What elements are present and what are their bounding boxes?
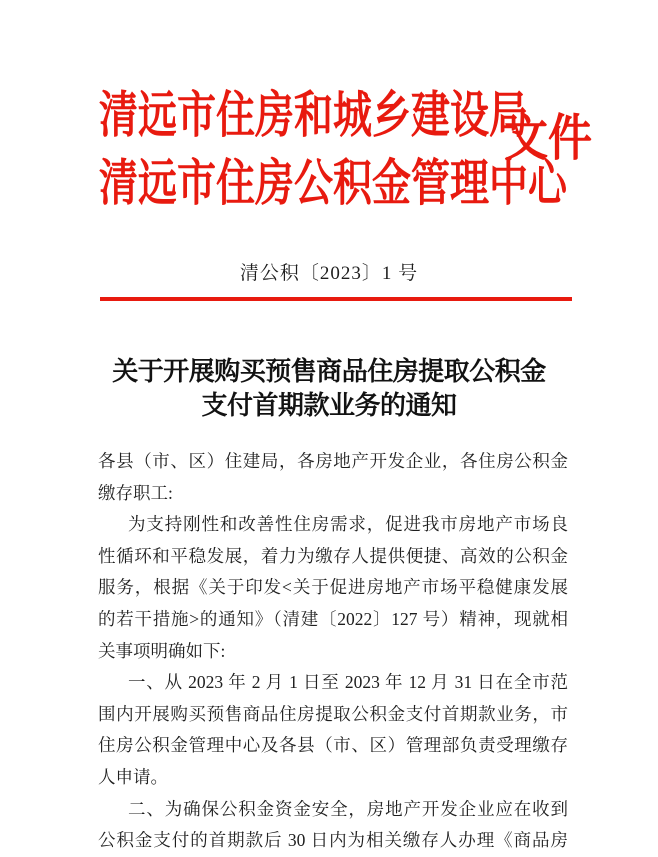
body-line-item-1: 一、从 2023 年 2 月 1 日至 2023 年 12 月 31 日在全市范	[128, 672, 568, 693]
issuing-agency-line-1: 清远市住房和城乡建设局	[99, 87, 528, 143]
document-type-label: 文件	[504, 110, 592, 166]
body-line: 服务，根据《关于印发<关于促进房地产市场平稳健康发展	[98, 577, 568, 598]
body-line-salutation: 缴存职工:	[98, 482, 173, 503]
document-reference-number: 清公积〔2023〕1 号	[239, 263, 419, 284]
red-divider-line	[100, 297, 572, 301]
notice-body	[98, 446, 568, 857]
body-line-item-1: 人申请。	[98, 766, 168, 787]
body-line-item-1: 住房公积金管理中心及各县（市、区）管理部负责受理缴存	[98, 735, 568, 756]
body-line: 关事项明确如下:	[98, 640, 226, 661]
body-line-item-2: 公积金支付的首期款后 30 日内为相关缴存人办理《商品房	[98, 830, 568, 851]
title-line-1: 关于开展购买预售商品住房提取公积金	[112, 357, 546, 386]
body-line: 为支持刚性和改善性住房需求，促进我市房地产市场良	[128, 514, 568, 535]
body-line-salutation: 各县（市、区）住建局，各房地产开发企业，各住房公积金	[98, 451, 568, 471]
body-line: 性循环和平稳发展，着力为缴存人提供便捷、高效的公积金	[98, 545, 568, 566]
title-line-2: 支付首期款业务的通知	[201, 390, 457, 420]
body-line-item-1: 围内开展购买预售商品住房提取公积金支付首期款业务，市	[98, 703, 568, 724]
body-line: 的若干措施>的通知》（清建〔2022〕127 号）精神，现就相	[98, 608, 568, 629]
issuing-agency-line-2: 清远市住房公积金管理中心	[99, 155, 567, 211]
body-line-item-2: 二、为确保公积金资金安全，房地产开发企业应在收到	[128, 798, 568, 819]
notice-title	[0, 355, 658, 422]
